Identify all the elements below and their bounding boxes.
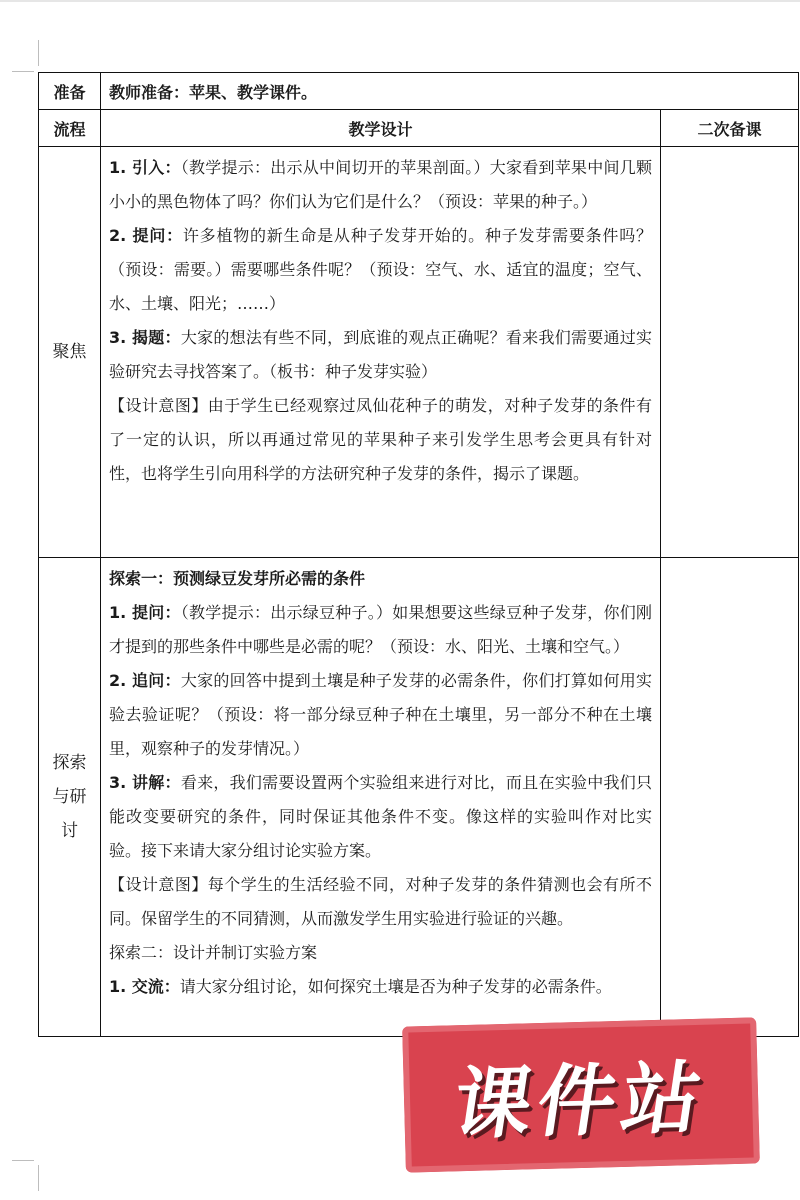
crop-mark-top-left-h	[12, 71, 34, 72]
prep-title: 教师准备：	[109, 82, 190, 102]
focus-paragraph	[109, 219, 652, 321]
focus-second-prep	[661, 147, 799, 558]
explore-text-3: 看来，我们需要设置两个实验组来进行对比，而且在实验中我们只能改变要研究的条件，同时保证其他条件不变。像这样的实验叫作对比实验。接下来请大家分组讨论实验方案。	[109, 773, 652, 860]
focus-text-1: （教学提示：出示从中间切开的苹果剖面。）大家看到苹果中间几颗小小的黑色物体了吗？你们认为它们是什么？（预设：苹果的种子。）	[109, 158, 652, 211]
header-second-prep: 二次备课	[661, 110, 799, 147]
focus-paragraph	[109, 321, 652, 389]
explore-lead-4: 1. 交流：	[109, 977, 180, 996]
explore-paragraph	[109, 936, 652, 970]
focus-lead-3: 3. 揭题：	[109, 328, 181, 347]
explore-label	[39, 558, 101, 1037]
focus-text-3: 大家的想法有些不同，到底谁的观点正确呢？看来我们需要通过实验研究去寻找答案了。（板书：种子发芽实验）	[109, 328, 652, 381]
explore-paragraph	[109, 596, 652, 664]
crop-mark-top-left	[38, 40, 39, 66]
crop-mark-bottom-left	[12, 1160, 34, 1161]
explore-content	[101, 558, 661, 1037]
explore-text-4: 请大家分组讨论，如何探究土壤是否为种子发芽的必需条件。	[179, 977, 612, 996]
watermark-stamp	[402, 1017, 760, 1172]
focus-paragraph	[109, 151, 652, 219]
prep-label: 准备	[39, 73, 101, 110]
explore-label-text: 探索与研讨	[52, 753, 87, 841]
explore-paragraph	[109, 970, 652, 1004]
focus-paragraph	[109, 389, 652, 491]
focus-row	[39, 147, 799, 558]
header-flow: 流程	[39, 110, 101, 147]
focus-design-intent: 【设计意图】由于学生已经观察过凤仙花种子的萌发，对种子发芽的条件有了一定的认识，所以再通过常见的苹果种子来引发学生思考会更具有针对性，也将学生引向用科学的方法研究种子发芽的条件，揭示了课题。	[109, 396, 652, 483]
header-row	[39, 110, 799, 147]
focus-lead-2: 2. 提问：	[109, 226, 183, 245]
focus-label: 聚焦	[39, 147, 101, 558]
page-top-border	[0, 0, 800, 2]
prep-row	[39, 73, 799, 110]
explore-text-1: （教学提示：出示绿豆种子。）如果想要这些绿豆种子发芽，你们刚才提到的那些条件中哪些是必需的呢？（预设：水、阳光、土壤和空气。）	[109, 603, 652, 656]
explore-design-intent: 【设计意图】每个学生的生活经验不同，对种子发芽的条件猜测也会有所不同。保留学生的不同猜测，从而激发学生用实验进行验证的兴趣。	[109, 875, 652, 928]
explore-paragraph	[109, 868, 652, 936]
crop-mark-bottom-left-v	[38, 1165, 39, 1191]
explore-text-2: 大家的回答中提到土壤是种子发芽的必需条件，你们打算如何用实验去验证呢？（预设：将一部分绿豆种子种在土壤里，另一部分不种在土壤里，观察种子的发芽情况。）	[109, 671, 652, 758]
explore-second-prep	[661, 558, 799, 1037]
focus-text-2: 许多植物的新生命是从种子发芽开始的。种子发芽需要条件吗？（预设：需要。）需要哪些条件呢？（预设：空气、水、适宜的温度；空气、水、土壤、阳光；……）	[109, 226, 652, 313]
lesson-plan-table	[38, 72, 799, 1037]
explore-paragraph	[109, 562, 652, 596]
explore-lead-2: 2. 追问：	[109, 671, 181, 690]
explore-heading-1: 探索一：预测绿豆发芽所必需的条件	[109, 569, 366, 588]
explore-heading-2: 探索二：设计并制订实验方案	[109, 943, 318, 962]
explore-paragraph	[109, 664, 652, 766]
watermark-text: 课件站	[447, 1053, 713, 1151]
focus-content	[101, 147, 661, 558]
explore-lead-3: 3. 讲解：	[109, 773, 181, 792]
explore-paragraph	[109, 766, 652, 868]
explore-row	[39, 558, 799, 1037]
prep-content	[101, 73, 799, 110]
header-design: 教学设计	[101, 110, 661, 147]
focus-lead-1: 1. 引入：	[109, 158, 181, 177]
prep-text: 苹果、教学课件。	[189, 82, 318, 102]
explore-lead-1: 1. 提问：	[109, 603, 181, 622]
